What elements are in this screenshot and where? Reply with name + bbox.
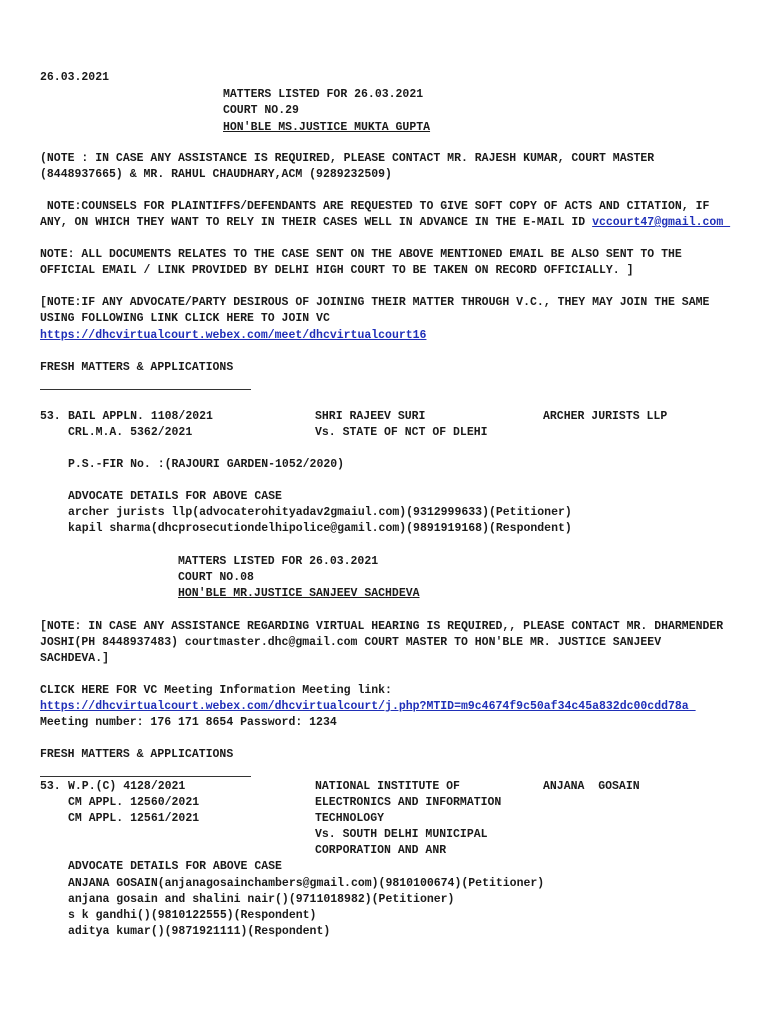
document-date: 26.03.2021 (40, 71, 110, 84)
divider (40, 776, 251, 777)
advocate-heading: ADVOCATE DETAILS FOR ABOVE CASE (68, 860, 282, 873)
case-title: CRL.M.A. 5362/2021 (68, 426, 193, 439)
party-name: TECHNOLOGY (315, 812, 385, 825)
note-text: NOTE: ALL DOCUMENTS RELATES TO THE CASE SENT ON THE ABOVE MENTIONED EMAIL BE ALSO SENT TO THE (40, 248, 682, 261)
advocate-detail: aditya kumar()(9871921111)(Respondent) (68, 925, 331, 938)
note-text: [NOTE:IF ANY ADVOCATE/PARTY DESIROUS OF JOINING THEIR MATTER THROUGH V.C., THEY MAY JOIN THE SAME (40, 296, 710, 309)
party-name: SHRI RAJEEV SURI (315, 410, 426, 423)
case-number: 53. (40, 780, 61, 793)
listing-title: MATTERS LISTED FOR 26.03.2021 (178, 555, 379, 568)
note-text-part: ANY, ON WHICH THEY WANT TO RELY IN THEIR CASES WELL IN ADVANCE IN THE E-MAIL ID (40, 216, 593, 229)
listing-title: MATTERS LISTED FOR 26.03.2021 (223, 88, 424, 101)
judge-name: HON'BLE MS.JUSTICE MUKTA GUPTA (223, 121, 431, 134)
advocate-heading: ADVOCATE DETAILS FOR ABOVE CASE (68, 490, 282, 503)
section-heading: FRESH MATTERS & APPLICATIONS (40, 361, 234, 374)
advocate-detail: ANJANA GOSAIN(anjanagosainchambers@gmail.com)(9810100674)(Petitioner) (68, 877, 545, 890)
note-text: (NOTE : IN CASE ANY ASSISTANCE IS REQUIRED, PLEASE CONTACT MR. RAJESH KUMAR, COURT MASTER (40, 152, 655, 165)
case-title: W.P.(C) 4128/2021 (68, 780, 186, 793)
note-text: USING FOLLOWING LINK CLICK HERE TO JOIN VC (40, 312, 330, 325)
vc-link[interactable]: https://dhcvirtualcourt.webex.com/meet/dhcvirtualcourt16 (40, 329, 427, 342)
vc-info-label: CLICK HERE FOR VC Meeting Information Meeting link: (40, 684, 392, 697)
note-text: JOSHI(PH 8448937483) courtmaster.dhc@gmail.com COURT MASTER TO HON'BLE MR. JUSTICE SANJEEV (40, 636, 662, 649)
party-name: Vs. STATE OF NCT OF DLEHI (315, 426, 488, 439)
note-text (40, 215, 730, 231)
section-heading: FRESH MATTERS & APPLICATIONS (40, 748, 234, 761)
party-name: ELECTRONICS AND INFORMATION (315, 796, 502, 809)
note-text: SACHDEVA.] (40, 652, 110, 665)
party-name: Vs. SOUTH DELHI MUNICIPAL (315, 828, 488, 841)
case-title: CM APPL. 12561/2021 (68, 812, 200, 825)
court-number: COURT NO.08 (178, 571, 254, 584)
case-number: 53. (40, 410, 61, 423)
advocate-detail: s k gandhi()(9810122555)(Respondent) (68, 909, 317, 922)
advocate-name: ANJANA GOSAIN (543, 780, 640, 793)
party-name: CORPORATION AND ANR (315, 844, 447, 857)
advocate-detail: archer jurists llp(advocaterohityadav2gmaiul.com)(9312999633)(Petitioner) (68, 506, 572, 519)
court-number: COURT NO.29 (223, 104, 299, 117)
note-text: OFFICIAL EMAIL / LINK PROVIDED BY DELHI HIGH COURT TO BE TAKEN ON RECORD OFFICIALLY. ] (40, 264, 634, 277)
advocate-detail: anjana gosain and shalini nair()(9711018982)(Petitioner) (68, 893, 455, 906)
divider (40, 389, 251, 390)
case-title: BAIL APPLN. 1108/2021 (68, 410, 213, 423)
advocate-name: ARCHER JURISTS LLP (543, 410, 668, 423)
note-text: [NOTE: IN CASE ANY ASSISTANCE REGARDING VIRTUAL HEARING IS REQUIRED,, PLEASE CONTACT MR. DHARMENDER (40, 620, 724, 633)
note-text: NOTE:COUNSELS FOR PLAINTIFFS/DEFENDANTS ARE REQUESTED TO GIVE SOFT COPY OF ACTS AND CITATION, IF (40, 200, 710, 213)
meeting-details: Meeting number: 176 171 8654 Password: 1234 (40, 716, 337, 729)
case-title: CM APPL. 12560/2021 (68, 796, 200, 809)
meeting-link[interactable]: https://dhcvirtualcourt.webex.com/dhcvirtualcourt/j.php?MTID=m9c4674f9c50af34c45a832dc00cdd78a (40, 700, 696, 713)
email-link[interactable]: vccourt47@gmail.com (592, 216, 731, 229)
fir-details: P.S.-FIR No. :(RAJOURI GARDEN-1052/2020) (68, 458, 345, 471)
judge-name: HON'BLE MR.JUSTICE SANJEEV SACHDEVA (178, 587, 420, 600)
advocate-detail: kapil sharma(dhcprosecutiondelhipolice@gamil.com)(9891919168)(Respondent) (68, 522, 572, 535)
party-name: NATIONAL INSTITUTE OF (315, 780, 460, 793)
note-text: (8448937665) & MR. RAHUL CHAUDHARY,ACM (9289232509) (40, 168, 392, 181)
